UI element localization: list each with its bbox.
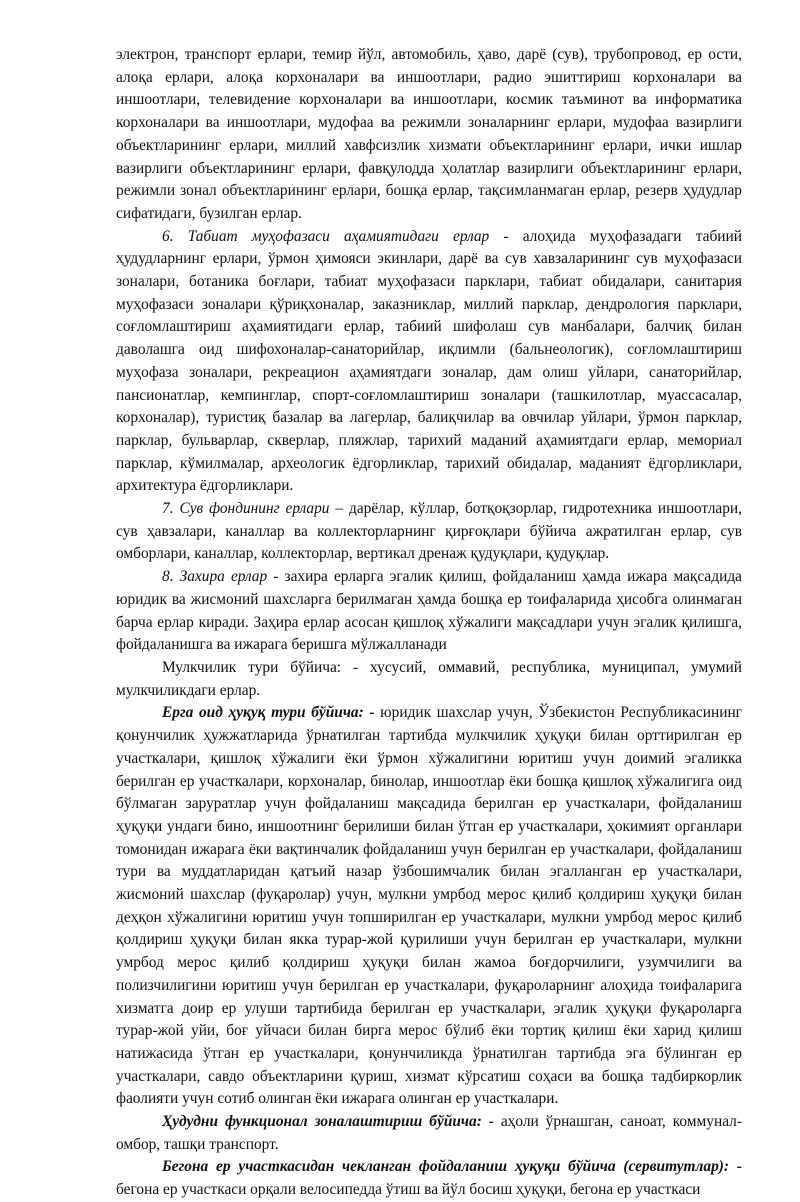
paragraph-text: аҳоли ўрнашган, саноат, коммунал-омбор, ташқи транспорт. (116, 1113, 742, 1153)
paragraph-text: - алоҳида муҳофазадаги табиий ҳудудларнинг ерлари, ўрмон ҳимояси экинлари, дарё ва сув хавзаларининг сув муҳофазаси зоналари, ботаника боғлари, табиат муҳофазаси парклари, табиат обидалари, санитария муҳофазаси зоналари қўриқхоналар, заказниклар, миллий парклар, дендрология парклари, соғломлаштириш аҳамиятидаги ерлар, табиий шифолаш сув манбалари, балчиқ билан даволашга оид шифохоналар-санаторийлар, иқлимли (бальнеологик), соғломлаштириш муҳофаза зоналари, рекреацион аҳамиятдаги зоналар, дам олиш уйлари, санаторийлар, пансионатлар, кемпинглар, спорт-соғломлаштириш зоналари (ташкилотлар, муассасалар, корхоналар), туристиқ базалар ва лагерлар, балиқчилар ва овчилар уйлари, ўрмон парклар, парклар, бульварлар, скверлар, пляжлар, тарихий маданий аҳамиятдаги ерлар, мемориал парклар, кўмилмалар, археологик ёдгорликлар, тарихий обидалар, маданият ёдгорликлари, архитектура ёдгорликлари. (116, 227, 742, 495)
paragraph-servitudes (116, 1156, 742, 1201)
paragraph-text: – дарёлар, кўллар, ботқоқзорлар, гидротехника иншоотлари, сув ҳавзалари, каналлар ва коллекторларнинг қирғоқлари бўйича ажратилган ерлар, сув омборлари, каналлар, коллекторлар, вертикал дренаж қудуқлари, қудуқлар. (116, 500, 743, 563)
paragraph-heading: Ерга оид ҳуқуқ тури бўйича: - (162, 704, 375, 722)
paragraph-heading: 7. Сув фондининг ерлари (162, 500, 330, 518)
paragraph-text: - захира ерларга эгалик қилиш, фойдаланиш ҳамда ижара мақсадида юридик ва жисмоний шахсларга берилмаган ҳамда бошқа ер тоифаларида ҳисобга олинмаган барча ерлар киради. Заҳира ерлар асосан қишлоқ хўжалиги мақсадлари учун эгалик қилишга, фойдаланишга ва ижарага беришга мўлжалланади (116, 568, 742, 654)
paragraph-functional-zoning (116, 1111, 742, 1156)
paragraph-nature-protection-lands (116, 226, 742, 498)
paragraph-text: юридик шахслар учун, Ўзбекистон Республикасининг қонунчилик ҳужжатларида ўрнатилган тартибда мулкчилик ҳуқуқи билан орттирилган ер участкалари, қишлоқ хўжалиги ёки ўрмон хўжалигини юритиш учун доимий эгаликка берилган ер участкалари, корхоналар, бинолар, иншоотлар ёки бошқа қишлоқ хўжалигига оид бўлмаган заруратлар учун фойдаланиш мақсадида берилган ер участкалари, фойдаланиш ҳуқуқи ундаги бино, иншоотнинг берилиши билан ўтган ер участкалари, ҳокимият органлари томонидан ижарага ёки вақтинчалик фойдаланиш учун берилган ер участкалари, фойдаланиш тури ва муддатларидан қатъий назар ўзбошимчалик билан эгалланган ер участкалари, жисмоний шахслар (фуқаролар) учун, мулкни умрбод мерос қилиб қолдириш ҳуқуқи билан деҳқон хўжалигини юритиш учун топширилган ер участкалари, мулкни умрбод мерос қилиб қолдириш ҳуқуқи билан якка турар-жой қурилиши учун берилган ер участкалари, мулкни умрбод мерос қилиб қолдириш ҳуқуқи билан жамоа боғдорчилиги, узумчилиги ва полизчилигини юритиш учун берилган ер участкалари, фуқароларнинг алоҳида тоифаларига хизматга доир ер улуши тартибида берилган ер участкалари, эгалик ҳуқуқи фуқароларга турар-жой уйи, боғ уйчаси билан бирга мерос бўлиб ёки тортиқ қилиш ёки харид қилиш натижасида ўтган ер участкалари, қонунчиликда ўрнатилган тартибда эга бўлинган ер участкалари, савдо объектларини қуриш, хизмат кўрсатиш соҳаси ва бошқа тадбиркорлик фаолияти учун сотиб олинган ёки ижарага олинган ер участкалари. (116, 704, 742, 1108)
paragraph-transport-lands (116, 44, 742, 226)
paragraph-heading: Ҳудудни функционал зоналаштириш бўйича: - (162, 1113, 494, 1131)
document-page (116, 44, 742, 1202)
paragraph-text: бегона ер участкаси орқали велосипедда ўтиш ва йўл босиш ҳуқуқи, бегона ер участкаси (116, 1181, 701, 1199)
paragraph-heading: 6. Табиат муҳофазаси аҳамиятидаги ерлар (162, 227, 490, 245)
paragraph-text: электрон, транспорт ерлари, темир йўл, автомобиль, ҳаво, дарё (сув), трубопровод, ер ости, алоқа ерлари, алоқа корхоналари ва иншоотлари, радио эшиттириш корхоналари ва иншоотлари, телевидение корхоналари ва иншоотлари, космик таъминот ва информатика корхоналари ва иншоотлари, мудофаа ва режимли зоналарнинг ерлари, мудофаа вазирлиги объектларининг ерлари, миллий хавфсизлик хизмати объектларининг ерлари, ички ишлар вазирлиги объектларининг ерлари, фавқулодда ҳолатлар вазирлиги объектларининг ерлари, режимли зонал объектларининг ерлари, бошқа ерлар, тақсимланмаган ерлар, резерв ҳудудлар сифатидаги, бузилган ерлар. (116, 46, 742, 222)
paragraph-text: Мулкчилик тури бўйича: - хусусий, оммавий, республика, муниципал, умумий мулкчиликдаги ерлар. (116, 658, 742, 699)
paragraph-heading: Бегона ер участкасидан чекланган фойдаланиш ҳуқуқи бўйича (сервитутлар): - (162, 1158, 742, 1176)
paragraph-land-rights-type (116, 702, 742, 1111)
paragraph-reserve-lands (116, 566, 742, 657)
paragraph-water-fund-lands (116, 498, 742, 566)
paragraph-heading: 8. Захира ерлар (162, 568, 268, 586)
paragraph-ownership-type (116, 657, 742, 702)
